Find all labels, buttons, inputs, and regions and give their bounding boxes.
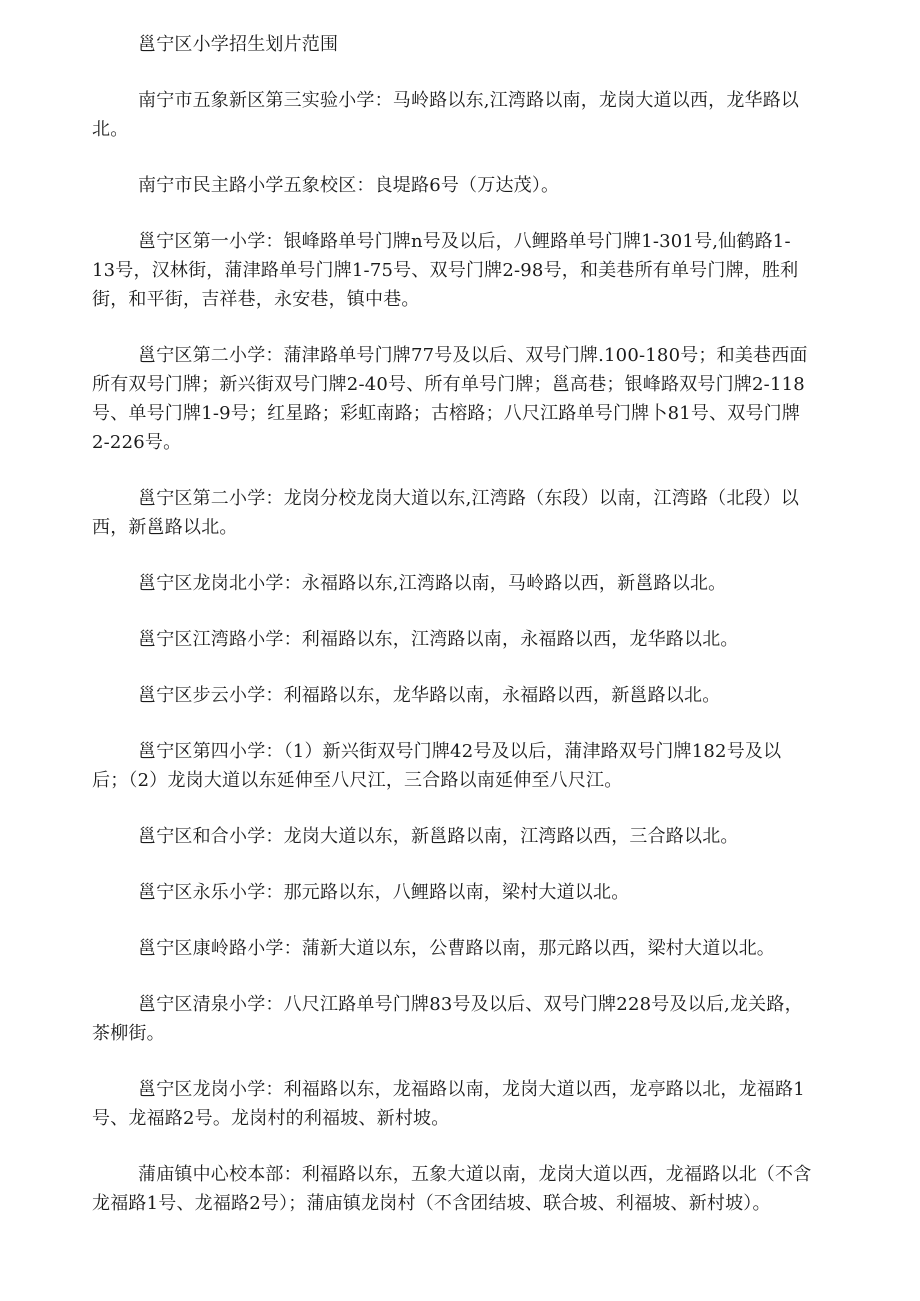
document-page — [92, 30, 812, 1245]
paragraph: 邕宁区步云小学：利福路以东，龙华路以南，永福路以西，新邕路以北。 — [138, 685, 721, 706]
paragraph: 邕宁区第二小学：龙岗分校龙岗大道以东,江湾路（东段）以南，江湾路（北段）以西，新邕路以北。 — [92, 488, 800, 538]
paragraph: 邕宁区和合小学：龙岗大道以东，新邕路以南，江湾路以西，三合路以北。 — [138, 826, 739, 847]
paragraph: 邕宁区江湾路小学：利福路以东，江湾路以南，永福路以西，龙华路以北。 — [138, 629, 739, 650]
paragraph: 邕宁区康岭路小学：蒲新大道以东，公曹路以南，那元路以西，梁村大道以北。 — [138, 938, 775, 959]
paragraph: 南宁市五象新区第三实验小学：马岭路以东,江湾路以南，龙岗大道以西，龙华路以北。 — [92, 90, 800, 140]
paragraph: 邕宁区龙岗北小学：永福路以东,江湾路以南，马岭路以西，新邕路以北。 — [138, 573, 727, 594]
paragraph-list — [92, 86, 812, 1218]
paragraph: 邕宁区第一小学：银峰路单号门牌n号及以后，八鲤路单号门牌1-301号,仙鹤路1-13号，汉林街，蒲津路单号门牌1-75号、双号门牌2-98号，和美巷所有单号门牌，胜利街，和平街，吉祥巷，永安巷，镇中巷。 — [92, 231, 799, 310]
paragraph: 邕宁区清泉小学：八尺江路单号门牌83号及以后、双号门牌228号及以后,龙关路，茶柳街。 — [92, 994, 803, 1044]
paragraph: 邕宁区永乐小学：那元路以东，八鲤路以南，梁村大道以北。 — [138, 882, 630, 903]
paragraph: 南宁市民主路小学五象校区：良堤路6号（万达茂）。 — [138, 175, 560, 196]
document-title: 邕宁区小学招生划片范围 — [138, 34, 339, 55]
paragraph: 邕宁区龙岗小学：利福路以东，龙福路以南，龙岗大道以西，龙亭路以北，龙福路1号、龙福路2号。龙岗村的利福坡、新村坡。 — [92, 1079, 805, 1129]
paragraph: 邕宁区第四小学：（1）新兴街双号门牌42号及以后，蒲津路双号门牌182号及以后；（2）龙岗大道以东延伸至八尺江，三合路以南延伸至八尺江。 — [92, 741, 782, 791]
paragraph: 蒲庙镇中心校本部：利福路以东，五象大道以南，龙岗大道以西，龙福路以北（不含龙福路1号、龙福路2号）；蒲庙镇龙岗村（不含团结坡、联合坡、利福坡、新村坡）。 — [92, 1164, 812, 1214]
paragraph: 邕宁区第二小学：蒲津路单号门牌77号及以后、双号门牌.100-180号；和美巷西面所有双号门牌；新兴街双号门牌2-40号、所有单号门牌；邕高巷；银峰路双号门牌2-118号、单号门牌1-9号；红星路；彩虹南路；古榕路；八尺江路单号门牌卜81号、双号门牌2-226号。 — [92, 345, 808, 453]
